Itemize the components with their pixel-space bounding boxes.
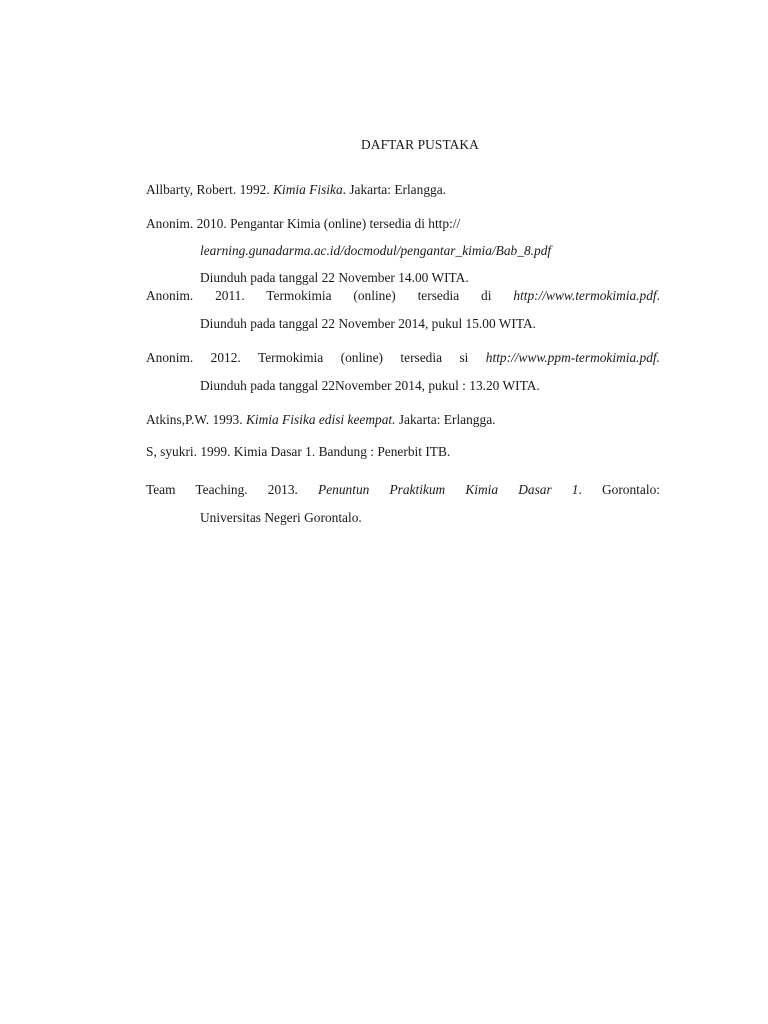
reference-text: Allbarty, Robert. 1992.	[146, 182, 274, 197]
reference-url	[146, 237, 660, 264]
reference-line: Universitas Negeri Gorontalo.	[200, 510, 362, 525]
reference-title: Kimia Fisika edisi keempat.	[245, 412, 396, 427]
reference-url-text: learning.gunadarma.ac.id/docmodul/pengantar_kimia/Bab_8.pdf	[200, 243, 552, 258]
reference-line	[146, 476, 660, 504]
reference-line	[146, 176, 660, 204]
reference-item	[146, 344, 660, 400]
reference-url-text: http://www.termokimia.pdf	[513, 288, 657, 303]
reference-title: Kimia Fisika	[273, 182, 343, 197]
reference-item	[146, 210, 660, 291]
reference-text: Anonim. 2012. Termokimia (online) tersedia si	[146, 350, 486, 365]
reference-line: Diunduh pada tanggal 22 November 14.00 WITA.	[200, 270, 469, 285]
reference-text: Team Teaching. 2013.	[146, 482, 319, 497]
reference-item	[146, 406, 660, 434]
reference-text: Anonim. 2011. Termokimia (online) tersedia di	[146, 288, 514, 303]
reference-line: Anonim. 2010. Pengantar Kimia (online) tersedia di http://	[146, 216, 461, 231]
reference-line: S, syukri. 1999. Kimia Dasar 1. Bandung : Penerbit ITB.	[146, 444, 451, 459]
reference-item	[146, 438, 660, 466]
reference-text: .	[656, 288, 660, 303]
reference-text: . Jakarta: Erlangga.	[342, 182, 446, 197]
reference-item	[146, 476, 660, 532]
reference-item	[146, 282, 660, 338]
reference-url-text: http://www.ppm-termokimia.pdf.	[485, 350, 660, 365]
reference-item	[146, 176, 660, 204]
reference-text: . Gorontalo:	[578, 482, 660, 497]
reference-text: Jakarta: Erlangga.	[395, 412, 496, 427]
reference-line	[146, 344, 660, 372]
page-title: DAFTAR PUSTAKA	[361, 137, 479, 152]
reference-line: Diunduh pada tanggal 22November 2014, pukul : 13.20 WITA.	[200, 378, 540, 393]
reference-line	[146, 282, 660, 310]
reference-line: Diunduh pada tanggal 22 November 2014, pukul 15.00 WITA.	[200, 316, 536, 331]
reference-text: Atkins,P.W. 1993.	[146, 412, 246, 427]
reference-title: Penuntun Praktikum Kimia Dasar 1	[318, 482, 579, 497]
reference-line	[146, 406, 660, 434]
